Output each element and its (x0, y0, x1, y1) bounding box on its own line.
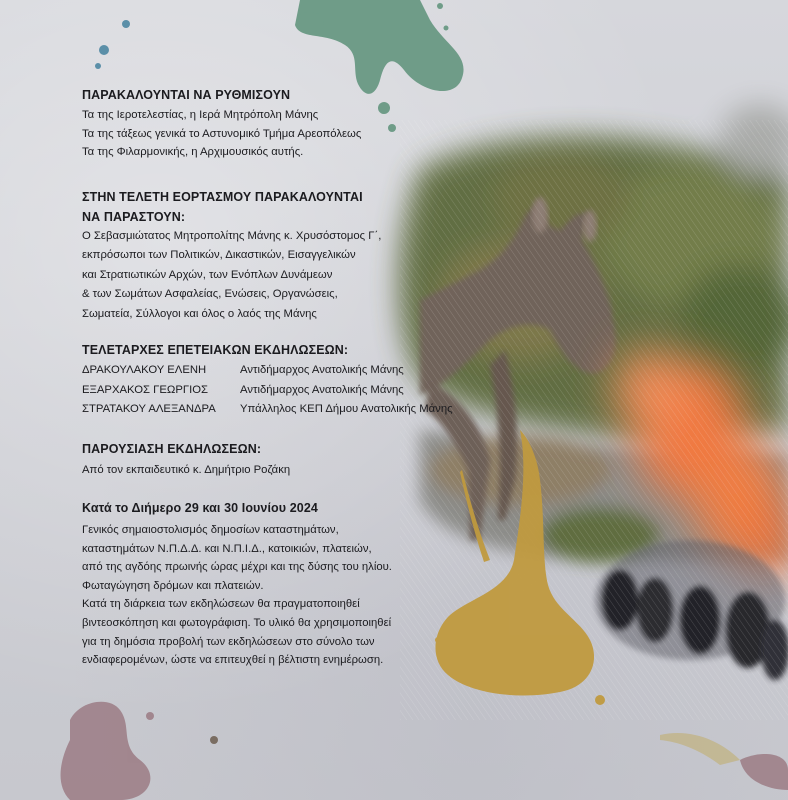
regulation-line: Τα της Ιεροτελεστίας, η Ιερά Μητρόπολη Μάνης (82, 109, 319, 121)
dates-line: Κατά τη διάρκεια των εκδηλώσεων θα πραγματοποιηθεί (82, 598, 360, 611)
regulation-lines (82, 106, 361, 162)
official-role: Αντιδήμαρχος Ανατολικής Μάνης (240, 384, 404, 396)
officials-heading: ΤΕΛΕΤΑΡΧΕΣ ΕΠΕΤΕΙΑΚΩΝ ΕΚΔΗΛΩΣΕΩΝ: (82, 343, 349, 357)
regulation-line: Τα της τάξεως γενικά το Αστυνομικό Τμήμα Αρεοπόλεως (82, 127, 362, 140)
dates-line: από της αγδόης πρωινής ώρας μέχρι και της δύσης του ηλίου. (82, 561, 392, 574)
dates-heading: Κατά το Διήμερο 29 και 30 Ιουνίου 2024 (82, 501, 318, 515)
regulation-line: Τα της Φιλαρμονικής, η Αρχιμουσικός αυτής. (82, 146, 304, 158)
presentation-heading: ΠΑΡΟΥΣΙΑΣΗ ΕΚΔΗΛΩΣΕΩΝ: (82, 442, 262, 456)
ceremony-heading-line2: ΝΑ ΠΑΡΑΣΤΟΥΝ: (82, 210, 186, 224)
dates-line: Φωταγώγηση δρόμων και πλατειών. (82, 579, 264, 592)
presentation-line: Από τον εκπαιδευτικό κ. Δημήτριο Ροζάκη (82, 464, 291, 476)
ceremony-lines (82, 227, 381, 324)
official-name: ΕΞΑΡΧΑΚΟΣ ΓΕΩΡΓΙΟΣ (82, 384, 208, 396)
dates-line: βιντεοσκόπηση και φωτογράφιση. Το υλικό θα χρησιμοποιηθεί (82, 616, 392, 629)
ceremony-line: Σωματεία, Σύλλογοι και όλος ο λαός της Μάνης (82, 307, 317, 320)
dates-line: για τη δημόσια προβολή των εκδηλώσεων στο σύνολο των (82, 635, 375, 648)
official-role: Υπάλληλος ΚΕΠ Δήμου Ανατολικής Μάνης (240, 403, 453, 415)
dates-line: Γενικός σημαιοστολισμός δημοσίων καταστημάτων, (82, 524, 339, 536)
official-name: ΔΡΑΚΟΥΛΑΚΟΥ ΕΛΕΝΗ (82, 364, 207, 376)
regulation-heading: ΠΑΡΑΚΑΛΟΥΝΤΑΙ ΝΑ ΡΥΘΜΙΣΟΥΝ (82, 88, 291, 102)
ceremony-heading-line1: ΣΤΗΝ ΤΕΛΕΤΗ ΕΟΡΤΑΣΜΟΥ ΠΑΡΑΚΑΛΟΥΝΤΑΙ (82, 190, 363, 204)
dates-line: καταστημάτων Ν.Π.Δ.Δ. και Ν.Π.Ι.Δ., κατοικιών, πλατειών, (82, 542, 372, 555)
ceremony-line: Ο Σεβασμιώτατος Μητροπολίτης Μάνης κ. Χρυσόστομος Γ΄, (82, 230, 382, 242)
ceremony-line: και Στρατιωτικών Αρχών, των Ενόπλων Δυνάμεων (82, 268, 333, 281)
ceremony-heading (82, 187, 363, 227)
dates-line: ενδιαφερομένων, ώστε να επιτευχθεί η βέλτιστη ενημέρωση. (82, 654, 384, 667)
ceremony-line: & των Σωμάτων Ασφαλείας, Ενώσεις, Οργανώσεις, (82, 288, 338, 301)
official-role: Αντιδήμαρχος Ανατολικής Μάνης (240, 364, 404, 376)
dates-lines (82, 521, 392, 670)
official-name: ΣΤΡΑΤΑΚΟΥ ΑΛΕΞΑΝΔΡΑ (82, 403, 216, 415)
ceremony-line: εκπρόσωποι των Πολιτικών, Δικαστικών, Εισαγγελικών (82, 249, 356, 262)
